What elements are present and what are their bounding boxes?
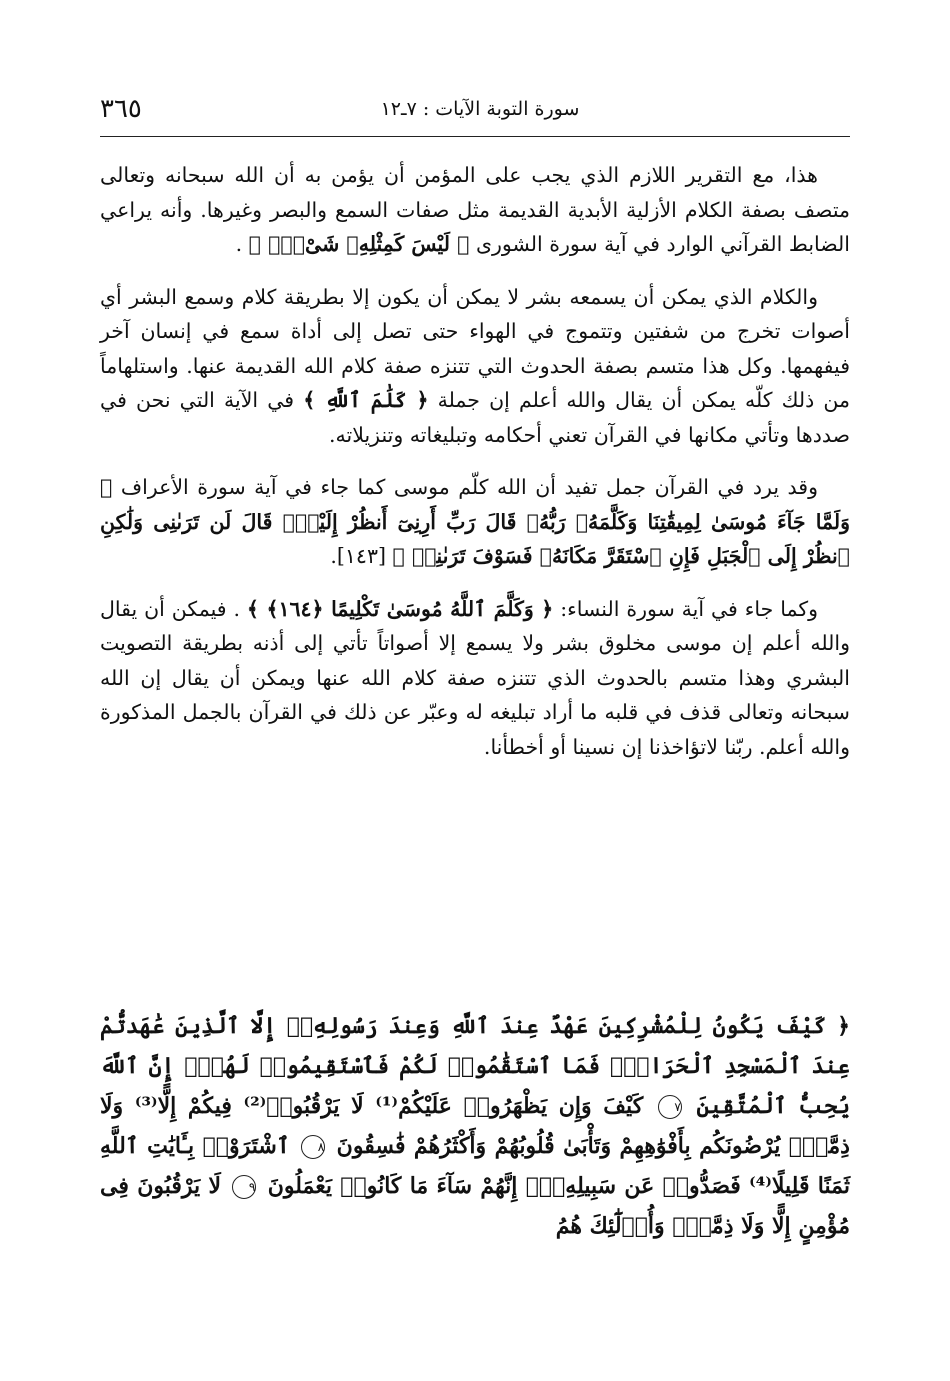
paragraph-text: [١٤٣].	[330, 544, 386, 568]
paragraph-4	[100, 592, 850, 765]
paragraph-text: . فيمكن أن يقال والله أعلم إن موسى مخلوق بشر ولا يسمع إلا أصواتاً تأتي إلى أذنه بطريقة التصويت البشري وهذا متسم بالحدوث الذي تتنزه صفة كلام الله عنها ويمكن أن يقال إن الله سبحانه وتعالى قذف في قلبه ما أراد تبليغه له وعبّر عن ذلك في القرآن بالجمل المذكورة والله أعلم. ربّنا لاتؤاخذنا إن نسينا أو أخطأنا.	[100, 596, 850, 759]
quran-quote: ﴿ وَكَلَّمَ ٱللَّهُ مُوسَىٰ تَكْلِيمًا ﴿١٦٤﴾ ﴾	[246, 596, 554, 621]
verse-text: ٱشْتَرَوْا۟ بِـَٔايَٰتِ ٱللَّهِ ثَمَنًا قَلِيلًا⁽⁴⁾ فَصَدُّوا۟ عَن سَبِيلِهِۦٓۚ إِنَّهُمْ سَآءَ مَا كَانُوا۟ يَعْمَلُونَ	[100, 1133, 850, 1199]
paragraph-3	[100, 470, 850, 574]
page-header	[100, 92, 850, 136]
paragraph-text: وقد يرد في القرآن جمل تفيد أن الله كلّم موسى كما جاء في آية سورة الأعراف	[120, 475, 818, 499]
paragraph-text: هذا، مع التقرير اللازم الذي يجب على المؤمن أن يؤمن به أن الله سبحانه وتعالى متصف بصفة الكلام الأزلية الأبدية القديمة مثل صفات السمع والبصر وغيرها. وأنه يراعي الضابط القرآني الوارد في آية سورة الشورى	[100, 163, 850, 256]
quran-quote: ﴿ لَيْسَ كَمِثْلِهِۦ شَىْءٌۖ ﴾	[248, 232, 470, 256]
ayah-number-mark: ٧	[658, 1095, 682, 1119]
page-number: ٣٦٥	[100, 94, 142, 124]
paragraph-1	[100, 158, 850, 262]
paragraph-text: .	[235, 232, 243, 256]
verse-text: لَا يَرْقُبُونَ فِى مُؤْمِنٍ إِلًّا وَلَا ذِمَّةًۚ وَأُو۟لَٰٓئِكَ هُمُ	[100, 1173, 850, 1239]
ayah-number-mark: ٨	[301, 1135, 325, 1159]
quran-verses-block	[100, 1006, 850, 1246]
body-text	[100, 158, 850, 782]
verse-text: ﴿ كَيْفَ يَكُونُ لِلْمُشْرِكِينَ عَهْدٌ عِندَ ٱللَّهِ وَعِندَ رَسُولِهِۦٓ إِلَّا ٱلَّذِينَ عَٰهَدتُّمْ عِندَ ٱلْمَسْجِدِ ٱلْحَرَامِۖ فَمَا ٱسْتَقَٰمُوا۟ لَكُمْ فَٱسْتَقِيمُوا۟ لَهُمْۚ إِنَّ ٱللَّهَ يُحِبُّ ٱلْمُتَّقِينَ	[100, 1013, 850, 1119]
running-title: سورة التوبة الآيات : ٧ـ١٢	[380, 98, 580, 120]
quran-quote: ﴿ وَلَمَّا جَآءَ مُوسَىٰ لِمِيقَٰتِنَا وَكَلَّمَهُۥ رَبُّهُۥ قَالَ رَبِّ أَرِنِىٓ أَنظُرْ إِلَيْكَۚ قَالَ لَن تَرَىٰنِى وَلَٰكِنِ ٱنظُرْ إِلَى ٱلْجَبَلِ فَإِنِ ٱسْتَقَرَّ مَكَانَهُۥ فَسَوْفَ تَرَىٰنِىۚ ﴾	[100, 475, 850, 568]
verse-text: كَيْفَ وَإِن يَظْهَرُوا۟ عَلَيْكُمْ⁽¹⁾ لَا يَرْقُبُوا۟⁽²⁾ فِيكُمْ إِلًّا⁽³⁾ وَلَا ذِمَّةًۚ يُرْضُونَكُم بِأَفْوَٰهِهِمْ وَتَأْبَىٰ قُلُوبُهُمْ وَأَكْثَرُهُمْ فَٰسِقُونَ	[100, 1093, 850, 1159]
paragraph-text: والكلام الذي يمكن أن يسمعه بشر لا يمكن أن يكون إلا بطريقة كلام وسمع البشر أي أصوات تخرج من شفتين وتتموج في الهواء حتى تصل إلى أداة سمع في إنسان آخر فيفهمها. وكل هذا متسم بصفة الحدوث التي تتنزه صفة كلام الله القديمة عنها. واستلهاماً من ذلك كلّه يمكن أن يقال والله أعلم إن جملة	[100, 284, 850, 412]
paragraph-text: وكما جاء في آية سورة النساء:	[560, 596, 818, 621]
paragraph-2	[100, 280, 850, 453]
paragraph-text: في الآية التي نحن في صددها وتأتي مكانها في القرآن تعني أحكامه وتبليغاته وتنزيلاته.	[100, 388, 850, 447]
quran-quote: ﴿ كَلَٰمَ ٱللَّهِ ﴾	[303, 388, 429, 412]
header-divider	[100, 136, 850, 137]
ayah-number-mark: ٩	[232, 1175, 256, 1199]
